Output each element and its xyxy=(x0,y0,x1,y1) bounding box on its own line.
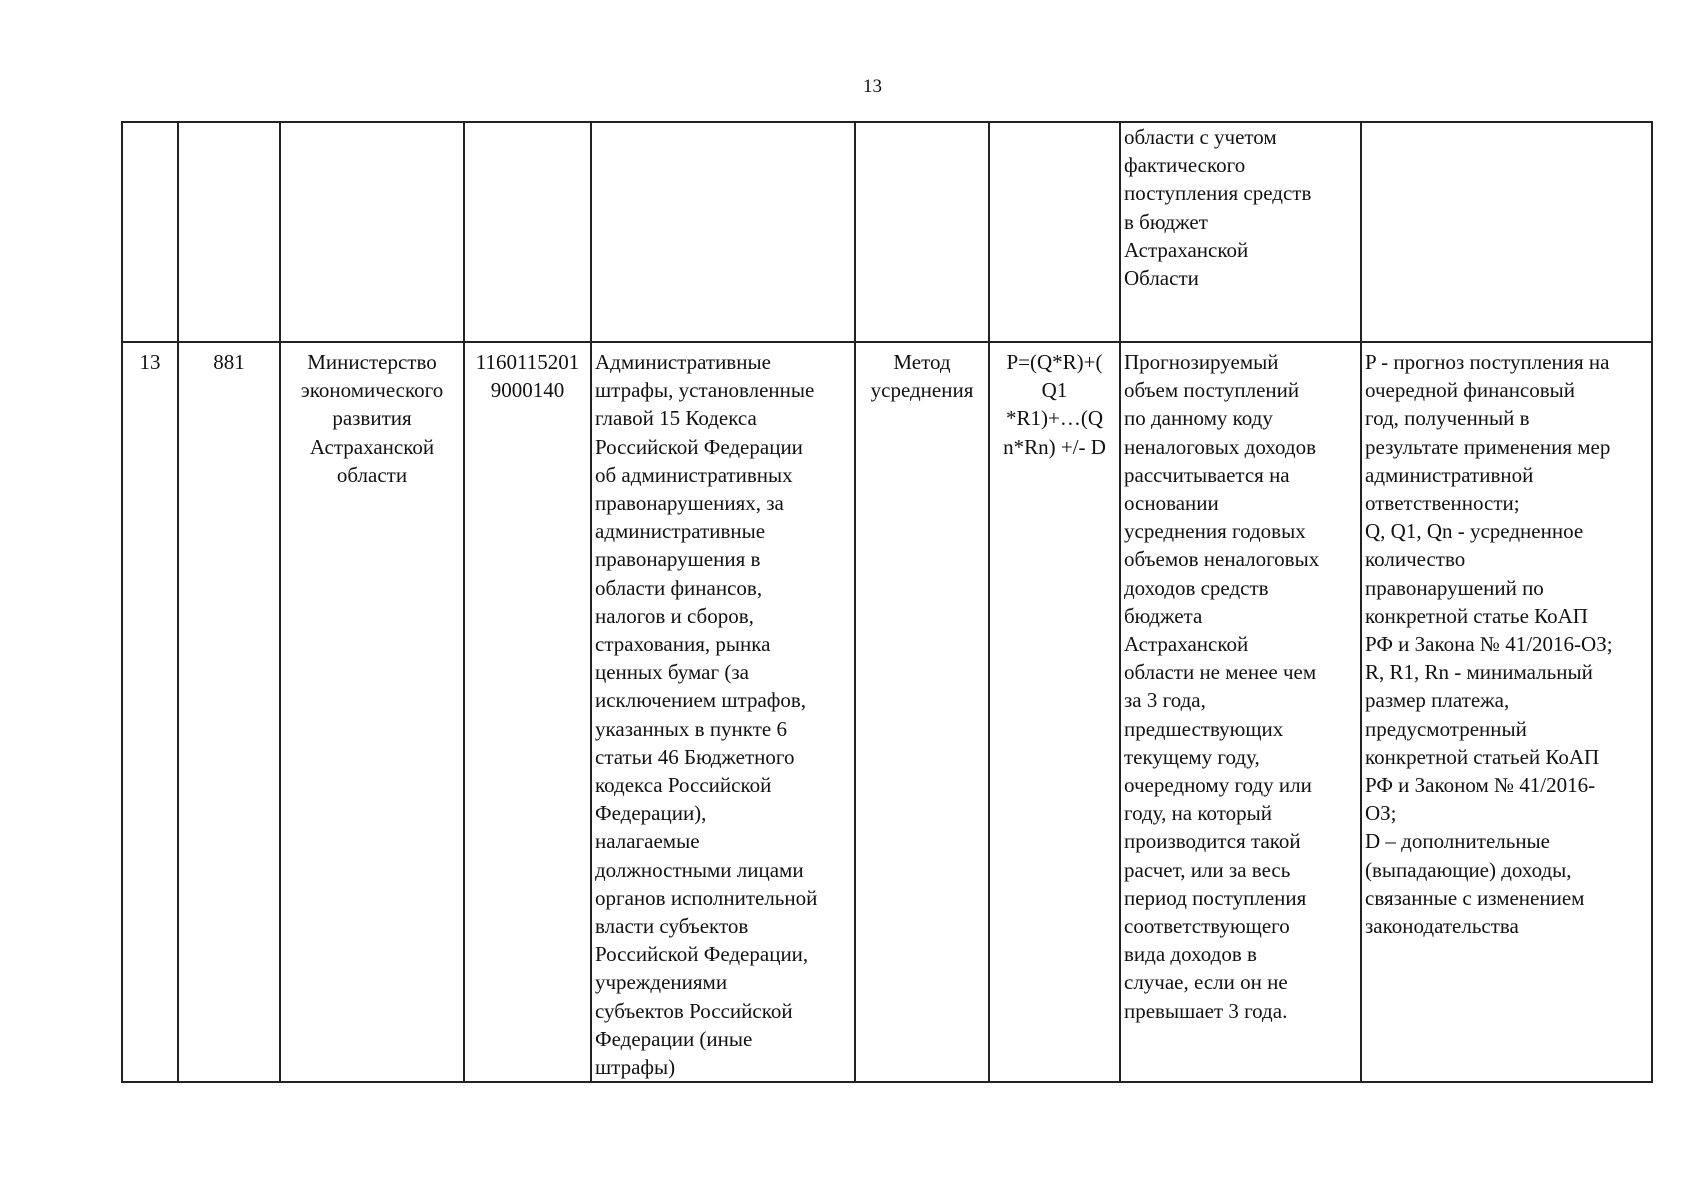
cell-administrator xyxy=(280,122,464,342)
cell-kbk: 1160115201 9000140 xyxy=(464,342,591,1082)
cell-income-name: Административные штрафы, установленные главой 15 Кодекса Российской Федерации об административных правонарушениях, за административные правонарушения в области финансов, налогов и сборов, страхования, рынка ценных бумаг (за исключением штрафов, указанных в пункте 6 статьи 46 Бюджетного кодекса Российской Федерации), налагаемые должностными лицами органов исполнительной власти субъектов Российской Федерации, учреждениями субъектов Российской Федерации (иные штрафы) xyxy=(591,342,855,1082)
cell-code xyxy=(178,122,280,342)
table-row-continuation xyxy=(122,122,1652,342)
cell-formula xyxy=(989,122,1120,342)
cell-administrator: Министерство экономического развития Астраханской области xyxy=(280,342,464,1082)
forecast-methods-table xyxy=(121,121,1653,1083)
cell-method xyxy=(855,122,989,342)
page-number: 13 xyxy=(863,76,882,97)
table-row xyxy=(122,342,1652,1082)
cell-description: P - прогноз поступления на очередной финансовый год, полученный в результате применения мер административной ответственности; Q, Q1, Qn - усредненное количество правонарушений по конкретной статье КоАП РФ и Закона № 41/2016-ОЗ; R, R1, Rn - минимальный размер платежа, предусмотренный конкретной статьей КоАП РФ и Законом № 41/2016- ОЗ; D – дополнительные (выпадающие) доходы, связанные с изменением законодательства xyxy=(1361,342,1652,1082)
cell-description xyxy=(1361,122,1652,342)
cell-method: Метод усреднения xyxy=(855,342,989,1082)
cell-kbk xyxy=(464,122,591,342)
cell-algorithm: Прогнозируемый объем поступлений по данному коду неналоговых доходов рассчитывается на основании усреднения годовых объемов неналоговых доходов средств бюджета Астраханской области не менее чем за 3 года, предшествующих текущему году, очередному году или году, на который производится такой расчет, или за весь период поступления соответствующего вида доходов в случае, если он не превышает 3 года. xyxy=(1120,342,1361,1082)
cell-formula: P=(Q*R)+( Q1 *R1)+…(Q n*Rn) +/- D xyxy=(989,342,1120,1082)
cell-number xyxy=(122,122,178,342)
cell-income-name xyxy=(591,122,855,342)
cell-code: 881 xyxy=(178,342,280,1082)
cell-number: 13 xyxy=(122,342,178,1082)
cell-algorithm: области с учетом фактического поступления средств в бюджет Астраханской Области xyxy=(1120,122,1361,342)
